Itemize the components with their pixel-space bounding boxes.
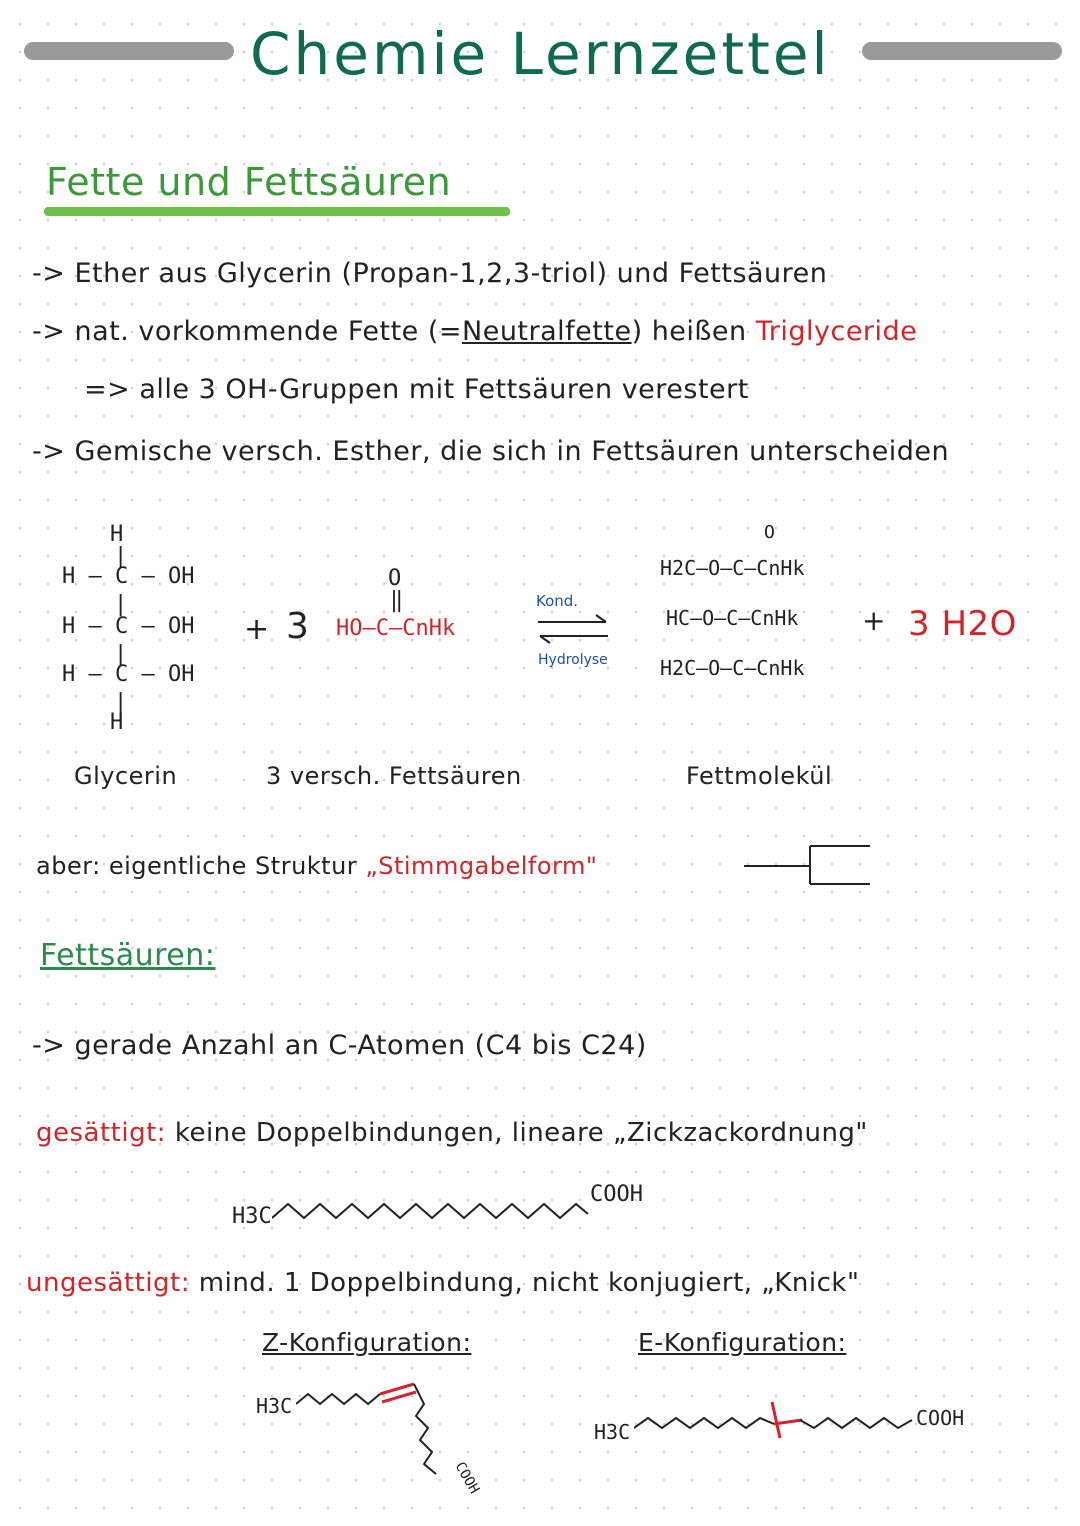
label-fatty-acids: 3 versch. Fettsäuren (266, 762, 522, 790)
acid-formula: HO–C–CnHk (336, 616, 456, 641)
saturated-cooh: COOH (590, 1182, 643, 1207)
plus-sign: + (244, 612, 270, 647)
glycerin-row-1: H – C – OH (62, 564, 195, 589)
section-heading-fette: Fette und Fettsäuren (46, 160, 452, 204)
z-h3c: H3C (256, 1394, 293, 1418)
unsaturated-label: ungesättigt: (26, 1268, 191, 1298)
saturated-label: gesättigt: (36, 1118, 167, 1148)
tuning-fork-icon (740, 840, 874, 890)
saturated-h3c: H3C (232, 1204, 272, 1229)
fat-row-3: H2C–O–C–CnHk (660, 656, 805, 680)
heading-highlight (44, 207, 510, 216)
glycerin-row-2: H – C – OH (62, 614, 195, 639)
fat-row-2: HC–O–C–CnHk (666, 606, 799, 630)
bullet-c-atoms: -> gerade Anzahl an C-Atomen (C4 bis C24) (32, 1030, 647, 1061)
glycerin-bond-2: | (114, 592, 128, 617)
glycerin-bond-1: | (114, 544, 128, 569)
z-kinked-chain (296, 1376, 476, 1496)
neutralfette-term: Neutralfette (462, 316, 632, 347)
z-cooh: COOH (451, 1459, 483, 1497)
fat-o-1: O (764, 522, 775, 543)
coefficient: 3 (286, 606, 310, 647)
glycerin-row-3: H – C – OH (62, 662, 195, 687)
title-bar-left (24, 42, 234, 60)
acid-carbonyl-o: O (388, 566, 402, 591)
triglyceride-term: Triglyceride (755, 316, 918, 347)
bullet-verestert: => alle 3 OH-Gruppen mit Fettsäuren verestert (84, 374, 749, 405)
equilibrium-arrows (534, 612, 612, 652)
saturated-line: gesättigt: keine Doppelbindungen, lineare „Zickzackordnung" (36, 1118, 868, 1148)
e-cooh: COOH (916, 1406, 965, 1430)
glycerin-bottom-h: H (110, 710, 124, 735)
label-fat-molecule: Fettmolekül (686, 762, 833, 790)
z-config-label: Z-Konfiguration: (262, 1328, 472, 1357)
e-trans-chain (634, 1400, 924, 1440)
section-heading-fettsaeuren: Fettsäuren: (40, 938, 216, 973)
e-h3c: H3C (594, 1420, 631, 1444)
stimmgabel-term: „Stimmgabelform" (365, 852, 598, 880)
acid-double-bond: ‖ (390, 588, 404, 613)
water-product: 3 H2O (908, 604, 1017, 644)
glycerin-bond-3: | (114, 642, 128, 667)
fat-row-1: H2C–O–C–CnHk (660, 556, 805, 580)
label-glycerin: Glycerin (74, 762, 178, 790)
kond-label: Kond. (536, 592, 579, 610)
e-config-label: E-Konfiguration: (638, 1328, 847, 1357)
title-bar-right (862, 42, 1062, 60)
glycerin-bond-4: | (114, 690, 128, 715)
bullet-ether: -> Ether aus Glycerin (Propan-1,2,3-triol) und Fettsäuren (32, 258, 828, 289)
page-title: Chemie Lernzettel (250, 20, 831, 88)
saturated-zigzag-chain (272, 1196, 592, 1226)
bullet-triglyceride: -> nat. vorkommende Fette (=Neutralfette) heißen Triglyceride (32, 316, 918, 347)
plus-sign-2: + (862, 604, 886, 637)
structure-note: aber: eigentliche Struktur „Stimmgabelform" (36, 852, 598, 880)
bullet-gemische: -> Gemische versch. Esther, die sich in Fettsäuren unterscheiden (32, 436, 950, 467)
glycerin-top-h: H (110, 522, 124, 547)
unsaturated-line: ungesättigt: mind. 1 Doppelbindung, nicht konjugiert, „Knick" (26, 1268, 860, 1298)
hydrolyse-label: Hydrolyse (538, 652, 608, 668)
